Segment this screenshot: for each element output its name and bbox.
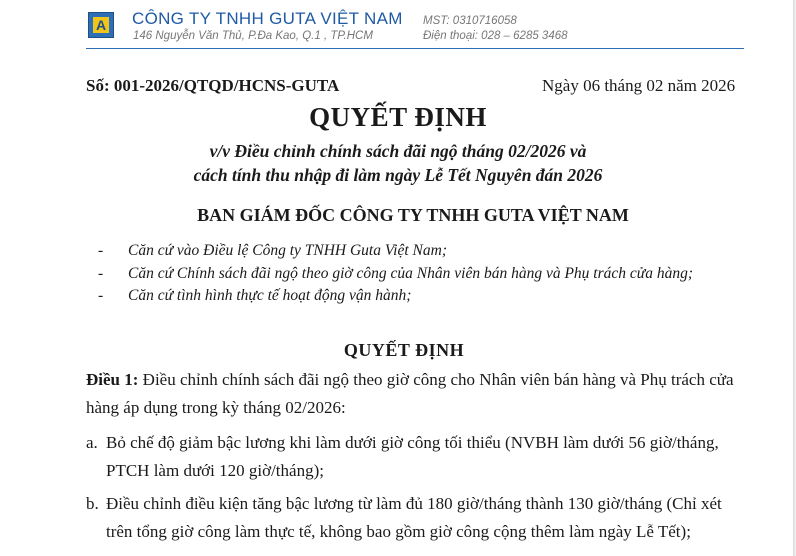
document-subtitle-line-2: cách tính thu nhập đi làm ngày Lễ Tết Nguyên đán 2026 [193, 165, 603, 185]
document-subtitle-line-1: v/v Điều chỉnh chính sách đãi ngộ tháng 02/2026 và [209, 141, 587, 161]
item-a-marker: a. [86, 433, 98, 452]
basis-bullet: - [98, 242, 104, 259]
article-1-label: Điều 1: [86, 370, 139, 389]
decision-heading: QUYẾT ĐỊNH [343, 340, 465, 360]
tax-code: MST: 0310716058 [423, 15, 517, 27]
company-logo [88, 12, 114, 38]
basis-text: Căn cứ tình hình thực tế hoạt động vận hành; [128, 287, 412, 304]
item-a-line-2: PTCH làm dưới 120 giờ/tháng); [106, 461, 324, 480]
basis-item [98, 287, 411, 305]
item-a-line-1: Bỏ chế độ giảm bậc lương khi làm dưới giờ công tối thiểu (NVBH làm dưới 56 giờ/tháng, [106, 433, 719, 452]
phone-number: Điện thoại: 028 – 6285 3468 [423, 30, 568, 42]
basis-text: Căn cứ Chính sách đãi ngộ theo giờ công của Nhân viên bán hàng và Phụ trách cửa hàng; [128, 265, 694, 282]
item-b-line-2: trên tổng giờ công làm thực tế, không bao gồm giờ công cộng thêm làm ngày Lễ Tết); [106, 522, 691, 541]
logo-letter: A [93, 17, 109, 33]
item-b-marker: b. [86, 494, 99, 513]
header-divider [86, 48, 744, 49]
document-date: Ngày 06 tháng 02 năm 2026 [542, 76, 736, 95]
article-1-line-1 [86, 370, 734, 390]
basis-bullet: - [98, 265, 104, 282]
document-number: Số: 001-2026/QTQD/HCNS-GUTA [86, 76, 340, 95]
letterhead [0, 0, 796, 52]
company-address: 146 Nguyễn Văn Thủ, P.Đa Kao, Q.1 , TP.HCM [133, 30, 373, 42]
item-b-line-1: Điều chỉnh điều kiện tăng bậc lương từ làm đủ 180 giờ/tháng thành 130 giờ/tháng (Chỉ xét [106, 494, 722, 513]
article-1-line-2: hàng áp dụng trong kỳ tháng 02/2026: [86, 398, 346, 417]
document-title: QUYẾT ĐỊNH [309, 102, 487, 132]
basis-item [98, 265, 693, 283]
basis-text: Căn cứ vào Điều lệ Công ty TNHH Guta Việt Nam; [128, 242, 447, 259]
issuer-heading: BAN GIÁM ĐỐC CÔNG TY TNHH GUTA VIỆT NAM [197, 205, 629, 225]
article-1-text: Điều chỉnh chính sách đãi ngộ theo giờ công cho Nhân viên bán hàng và Phụ trách cửa [138, 370, 734, 389]
basis-item [98, 242, 447, 260]
company-name: CÔNG TY TNHH GUTA VIỆT NAM [132, 9, 403, 28]
basis-bullet: - [98, 287, 104, 304]
